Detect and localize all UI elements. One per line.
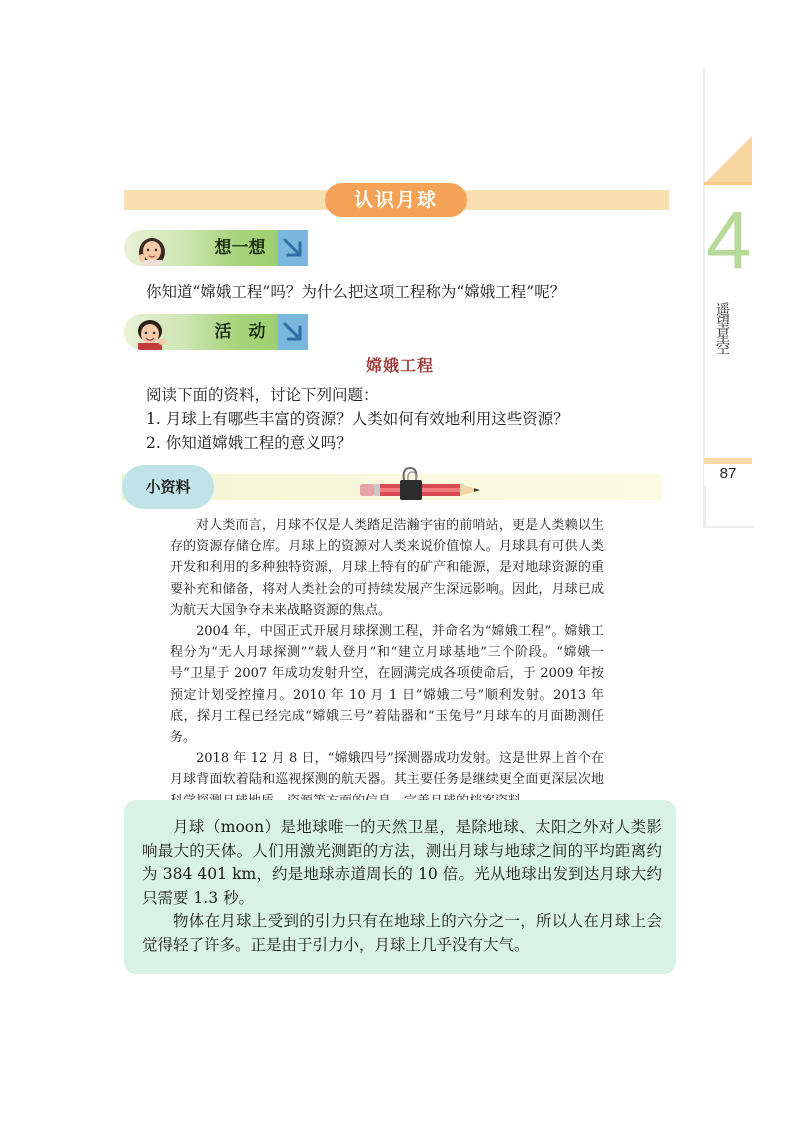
material-paragraph: 2004 年，中国正式开展月球探测工程，并命名为“嫦娥工程”。嫦娥工程分为“无人月球探测”“载人登月”和“建立月球基地”三个阶段。“嫦娥一号”卫星于 2007 年成功发射升空，在圆满完成各项使命后，于 2009 年按预定计划受控撞月。2010 年 10 月 1 日“嫦娥二号”顺利发射。2013 年底，探月工程已经完成“嫦娥三号”着陆器和“玉兔号”月球车的月面勘测任务。	[170, 624, 604, 746]
activity-instructions	[146, 383, 569, 455]
material-paragraph: 2018 年 12 月 8 日，“嫦娥四号”探测器成功发射。这是世界上首个在月球背面软着陆和巡视探测的航天器。其主要任务是继续更全面更深层次地	[170, 751, 604, 788]
chapter-title: 遥望星空	[714, 302, 730, 354]
material-paragraph: 对人类而言，月球不仅是人类踏足浩瀚宇宙的前哨站，更是人类赖以生存的资源存储仓库。月球上的资源对人类来说价值惊人。月球具有可供人类开发和利用的多种独特资源，月球上特有的矿产和能源，是对地球资源的重要补充和储备，将对人类社会的可持续发展产生深远影响。因此，月球已成为航天大国争夺未来战略资源的焦点。	[170, 518, 604, 618]
moon-gravity-paragraph: 物体在月球上受到的引力只有在地球上的六分之一，所以人在月球上会觉得轻了许多。正是由于引力小，月球上几乎没有大气。	[142, 912, 662, 954]
page-tab-outline	[704, 486, 754, 528]
arrow-down-right-icon	[282, 321, 304, 343]
activity-intro: 阅读下面的资料，讨论下列问题：	[146, 386, 379, 404]
material-text	[170, 515, 604, 812]
moon-info-paragraph: 月球（moon）是地球唯一的天然卫星，是除地球、太阳之外对人类影响最大的天体。人们用激光测距的方法，测出月球与地球之间的平均距离约为 384 401 km，约是地球赤道周长的 10 倍。光从地球出发到达月球大约只需要 1.3 秒。	[142, 818, 662, 907]
activity-arrow-box	[278, 314, 308, 350]
corner-triangle	[704, 136, 752, 184]
think-banner	[124, 230, 308, 266]
think-arrow-box	[278, 230, 308, 266]
activity-title: 嫦娥工程	[365, 356, 434, 375]
corner-stripe	[704, 182, 752, 185]
page-number: 87	[704, 458, 752, 486]
think-label: 想一想	[214, 238, 266, 258]
activity-banner	[124, 314, 308, 350]
chapter-number: 4	[706, 195, 752, 286]
material-label: 小资料	[122, 465, 214, 509]
think-question: 你知道“嫦娥工程”吗？为什么把这项工程称为“嫦娥工程”呢？	[146, 283, 566, 301]
activity-question-2: 2. 你知道嫦娥工程的意义吗？	[146, 434, 352, 452]
pencil-clip-icon	[356, 464, 492, 504]
section-title: 认识月球	[325, 183, 467, 217]
boy-avatar-icon	[128, 316, 172, 350]
activity-label: 活 动	[214, 322, 266, 342]
girl-avatar-icon	[128, 232, 172, 266]
moon-info-box	[124, 800, 676, 974]
activity-question-1: 1. 月球上有哪些丰富的资源？人类如何有效地利用这些资源？	[146, 410, 569, 428]
arrow-down-right-icon	[282, 237, 304, 259]
